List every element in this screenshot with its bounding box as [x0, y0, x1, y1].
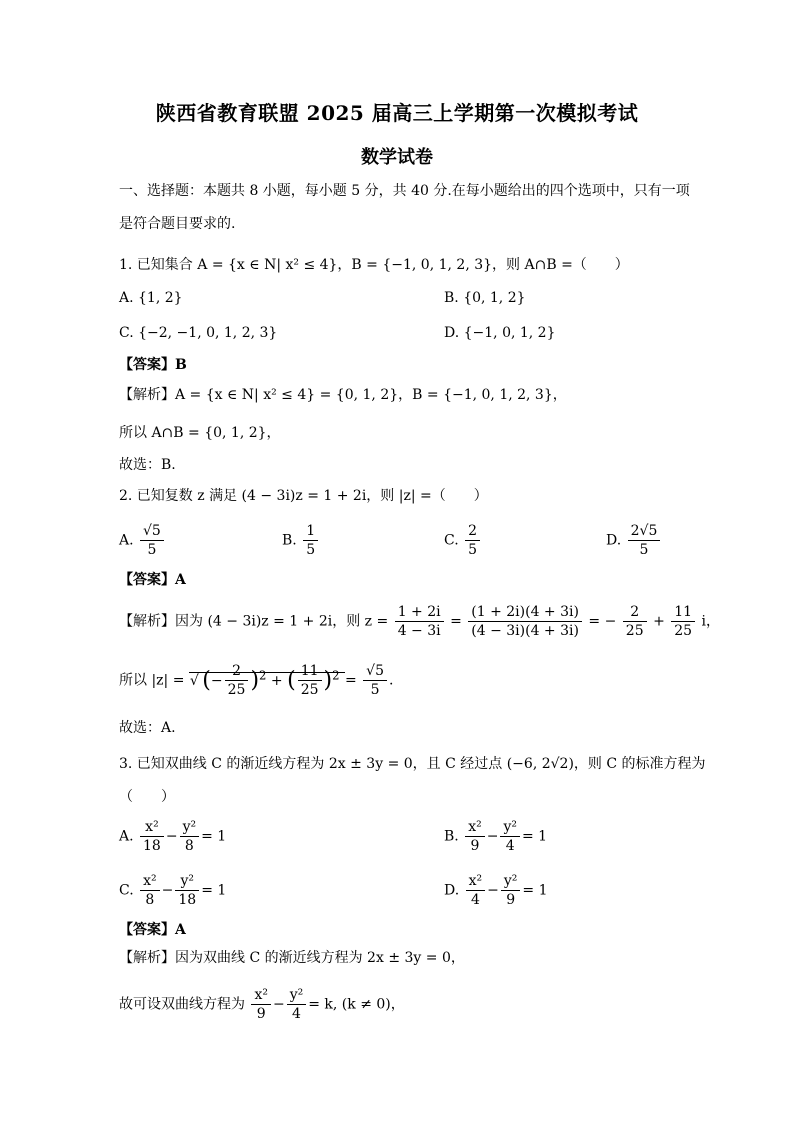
q3-analysis-1: 【解析】因为双曲线 C 的渐近线方程为 2x ± 3y = 0， — [119, 950, 465, 966]
q3-option-a-d1: 18 — [143, 838, 161, 854]
q3-option-a-x2: x² — [140, 818, 164, 837]
q2-option-d-num: 2√5 — [628, 522, 661, 541]
q3-option-c-y2: y² — [175, 872, 199, 891]
q3-option-b-eq: = 1 — [521, 828, 548, 845]
q3-option-d-d2: 9 — [506, 892, 516, 908]
q3-option-c-frac-x — [140, 872, 160, 909]
q1-analysis-1: 【解析】A = {x ∈ N| x² ≤ 4} = {0, 1, 2}，B = {−1, 0, 1, 2, 3}， — [119, 387, 567, 403]
q3-option-b: B. $\frac{\text{x²}}{9}$ − $\frac{\text{y²}}{4}$ = 1 — [444, 819, 548, 854]
q2-mod-result-num: √5 — [363, 662, 387, 681]
q2-analysis-prefix: 【解析】因为 (4 − 3i)z = 1 + 2i，则 z = — [119, 613, 389, 630]
q2-frac1-num: 1 + 2i — [395, 603, 444, 622]
q2-mod-result-den: 5 — [370, 682, 380, 698]
q1-option-a: A. {1, 2} — [119, 290, 183, 306]
doc-title: 陕西省教育联盟 2025 届高三上学期第一次模拟考试 — [155, 101, 639, 125]
q3-stem-line1: 3. 已知双曲线 C 的渐近线方程为 2x ± 3y = 0，且 C 经过点 (−6, 2√2)，则 C 的标准方程为 — [119, 756, 706, 772]
q2-stem: 2. 已知复数 z 满足 (4 − 3i)z = 1 + 2i，则 |z| =（ ） — [119, 488, 488, 504]
q3-option-b-frac-x — [465, 818, 485, 855]
q1-stem: 1. 已知集合 A = {x ∈ N| x² ≤ 4}，B = {−1, 0, 1, 2, 3}，则 A∩B =（ ） — [119, 257, 629, 273]
q3-option-d-frac-y — [501, 872, 521, 909]
q3-option-d: D. $\frac{\text{x²}}{4}$ − $\frac{\text{y²}}{9}$ = 1 — [444, 873, 548, 908]
section-heading-line2: 是符合题目要求的. — [119, 216, 236, 232]
q3-option-c-eq: = 1 — [201, 882, 227, 899]
q2-mod-a-num: 2 — [225, 662, 249, 681]
q3-answer: 【答案】A — [119, 922, 186, 938]
q3-option-d-d1: 4 — [470, 892, 480, 908]
q3-option-a: A. $\frac{\text{x²}}{18}$ − $\frac{\text{y²}}{8}$ = 1 — [119, 819, 227, 854]
q2-frac2 — [468, 603, 582, 640]
q3-option-d-y2: y² — [501, 872, 521, 891]
q2-mod-frac-a — [225, 662, 249, 699]
q2-option-b-num: 1 — [303, 522, 318, 541]
q2-analysis-tail: i， — [701, 613, 721, 630]
q1-option-d: D. {−1, 0, 1, 2} — [444, 325, 556, 341]
q3-option-a-frac-x — [140, 818, 164, 855]
q2-option-d-fraction — [628, 522, 661, 559]
q3-analysis-2: 故可设双曲线方程为 $\frac{\text{x²}}{9}$ − $\frac{\text{y²}}{4}$ = k, (k ≠ 0)， — [119, 987, 405, 1022]
q2-option-d — [606, 522, 662, 559]
q2-mod-frac-b — [298, 662, 322, 699]
q3-option-c-label: C. — [119, 882, 134, 899]
q2-plus-sign: + — [653, 613, 665, 630]
q3-option-d-frac-x — [466, 872, 486, 909]
doc-subtitle: 数学试卷 — [361, 147, 433, 168]
q2-frac4-den: 25 — [674, 623, 693, 639]
q2-option-c-label: C. — [444, 532, 459, 549]
q2-frac3-num: 2 — [623, 603, 647, 622]
q2-option-d-den: 5 — [639, 542, 649, 558]
q2-modulus-prefix: 所以 |z| = — [119, 672, 185, 689]
q2-modulus-line: 所以 |z| = √ (− $\frac{2}{25}$ )$^2$ + ( $\frac{11}{25}$ )$^2$ = $\frac{√5}{5}$ . — [119, 662, 393, 699]
q3-analysis-y2: y² — [287, 986, 307, 1005]
q3-option-b-x2: x² — [465, 818, 485, 837]
q2-frac4-num: 11 — [671, 603, 695, 622]
q2-option-b-fraction — [303, 522, 318, 559]
q3-option-a-d2: 8 — [184, 838, 194, 854]
q2-frac3-den: 25 — [625, 623, 644, 639]
q3-option-a-frac-y — [180, 818, 200, 855]
q2-answer: 【答案】A — [119, 572, 186, 588]
q3-option-c-x2: x² — [140, 872, 160, 891]
q2-mod-a-den: 25 — [227, 682, 246, 698]
q3-analysis-frac-x — [251, 986, 271, 1023]
q3-option-c-d2: 18 — [178, 892, 197, 908]
q2-conclusion: 故选：A. — [119, 720, 176, 736]
q3-option-b-frac-y — [500, 818, 520, 855]
q2-frac4 — [671, 603, 695, 640]
q2-option-c — [444, 522, 482, 559]
q3-option-c-d1: 8 — [145, 892, 155, 908]
q2-option-b-label: B. — [282, 532, 297, 549]
q2-option-c-fraction — [465, 522, 480, 559]
q1-option-b: B. {0, 1, 2} — [444, 290, 526, 306]
q2-option-a-label: A. — [119, 532, 134, 549]
q2-option-d-label: D. — [606, 532, 622, 549]
q1-analysis-3: 故选：B. — [119, 457, 176, 473]
q3-analysis-d2: 4 — [292, 1006, 301, 1022]
q1-option-c: C. {−2, −1, 0, 1, 2, 3} — [119, 325, 278, 341]
section-heading-line1: 一、选择题：本题共 8 小题，每小题 5 分，共 40 分.在每小题给出的四个选项中，只有一项 — [119, 183, 690, 199]
q3-stem-line2: （ ） — [119, 789, 175, 805]
q3-option-b-d2: 4 — [505, 838, 515, 854]
q2-eq-sign-1: = — [450, 613, 462, 630]
q2-option-c-den: 5 — [468, 542, 478, 558]
q2-frac2-den: (4 − 3i)(4 + 3i) — [471, 623, 579, 639]
q2-frac2-num: (1 + 2i)(4 + 3i) — [468, 603, 582, 622]
q3-analysis-2-prefix: 故可设双曲线方程为 — [119, 996, 245, 1013]
q2-modulus-sqrt: √ (− $\frac{2}{25}$ )$^2$ + ( $\frac{11}{25}$ )$^2$ — [189, 672, 345, 689]
q3-analysis-2-tail: = k, (k ≠ 0)， — [308, 996, 405, 1013]
q3-analysis-frac-y — [287, 986, 307, 1023]
q3-option-d-x2: x² — [466, 872, 486, 891]
q2-mod-b-den: 25 — [300, 682, 319, 698]
q2-option-a-den: 5 — [147, 542, 157, 558]
q1-answer: 【答案】B — [119, 357, 187, 373]
q3-option-a-y2: y² — [180, 818, 200, 837]
q3-analysis-d1: 9 — [256, 1006, 266, 1022]
q3-option-c: C. $\frac{\text{x²}}{8}$ − $\frac{\text{y²}}{18}$ = 1 — [119, 873, 227, 908]
q3-option-d-eq: = 1 — [522, 882, 548, 899]
q2-option-a-fraction — [140, 522, 164, 559]
q2-option-a — [119, 522, 166, 559]
q3-option-a-eq: = 1 — [201, 828, 227, 845]
q3-analysis-x2: x² — [251, 986, 271, 1005]
q3-option-b-label: B. — [444, 828, 459, 845]
q3-option-c-frac-y — [175, 872, 199, 909]
q2-option-a-num: √5 — [140, 522, 164, 541]
q1-analysis-2: 所以 A∩B = {0, 1, 2}， — [119, 425, 281, 441]
q2-eq-sign-2: = − — [588, 613, 617, 630]
q2-mod-b-num: 11 — [298, 662, 322, 681]
q3-option-b-d1: 9 — [470, 838, 480, 854]
q3-option-d-label: D. — [444, 882, 460, 899]
q2-frac1 — [395, 603, 444, 640]
q2-analysis-line — [119, 603, 720, 640]
q2-option-b — [282, 522, 320, 559]
q2-option-c-num: 2 — [465, 522, 480, 541]
q3-option-a-label: A. — [119, 828, 134, 845]
q2-option-b-den: 5 — [306, 542, 316, 558]
q2-mod-result — [363, 662, 387, 699]
q2-mod-eq: = — [344, 672, 357, 689]
q3-option-b-y2: y² — [500, 818, 520, 837]
q2-frac3 — [623, 603, 647, 640]
q2-frac1-den: 4 − 3i — [397, 623, 441, 639]
